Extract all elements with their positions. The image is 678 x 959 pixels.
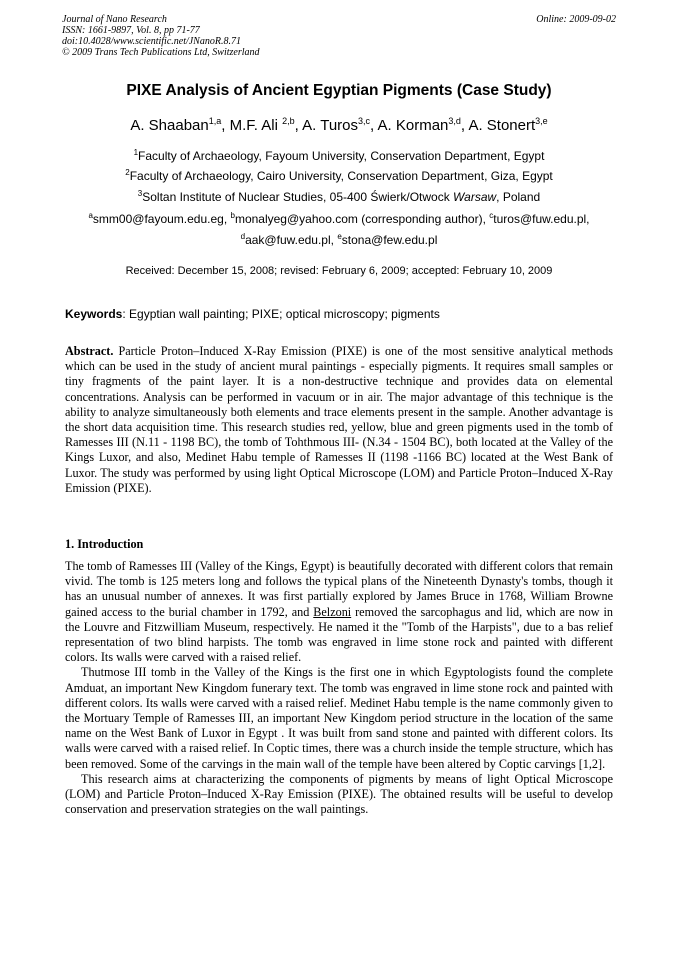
affiliation-text: Faculty of Archaeology, Fayoum University, Conservation Department, Egypt <box>138 149 545 163</box>
author-affiliation-mark: 3,d <box>448 116 461 126</box>
email-mark: e <box>337 232 342 241</box>
email-e: stona@few.edu.pl <box>341 233 438 247</box>
author-affiliation-mark: 3,c <box>358 116 371 126</box>
intro-paragraph-1 <box>65 559 613 665</box>
online-date: Online: 2009-09-02 <box>536 14 616 25</box>
section-heading: 1. Introduction <box>65 537 144 551</box>
author-separator: , <box>294 117 303 134</box>
author-separator: , <box>221 117 230 134</box>
journal-doi: doi:10.4028/www.scientific.net/JNanoR.8.71 <box>62 36 241 47</box>
author-list <box>0 117 678 134</box>
email-mark: d <box>240 232 246 241</box>
paragraph-text: removed the sarcophagus and lid, which are now in the Louvre and Fitzwilliam Museum, respectively. He named it the "Tomb of the Harpists", due to a bas relief representation of two blind harpists. The tomb was engraved in lime stone rock and painted with different colors. Its walls were carved with a raised relief. <box>65 604 613 665</box>
affiliation-mark: 3 <box>137 189 143 198</box>
paper-title: PIXE Analysis of Ancient Egyptian Pigments (Case Study) <box>126 82 552 99</box>
emails-line-2 <box>0 233 678 247</box>
email-d: aak@fuw.edu.pl, <box>245 233 338 247</box>
affiliation-mark: 2 <box>125 168 130 177</box>
affiliation-2 <box>0 169 678 183</box>
abstract-label: Abstract. <box>65 344 114 358</box>
author-name: A. Korman <box>377 117 449 134</box>
paragraph-text: The tomb of Ramesses III (Valley of the Kings, Egypt) is beautifully decorated with different colors that remain vivid. The tomb is 125 meters long and follows the typical plans of the Nineteenth Dynasty's tombs, though it has an unusual number of annexes. It was first partially explored by James Bruce in 1768, William Browne gained access to the burial chamber in 1792, and <box>65 559 613 619</box>
received-dates: Received: December 15, 2008; revised: February 6, 2009; accepted: February 10, 2009 <box>125 265 553 277</box>
abstract-text: Particle Proton–Induced X-Ray Emission (PIXE) is one of the most sensitive analytical methods which can be used in the study of ancient mural paintings - especially pigments. It requires small samples or tiny fragments of the paint layer. It is a non-destructive technique and provides data on elemental concentrations. Analysis can be performed in vacuum or in air. The major advantage of this technique is the ability to analyze simultaneously both elements and trace elements present in the sample. Another advantage is the short data acquisition time. This research studies red, yellow, blue and green pigments used in the tomb of Ramesses III (N.11 - 1198 BC), the tomb of Tohthmous III- (N.34 - 1504 BC), both located at the Valley of the Kings Luxor, and also, Medinet Habu temple of Ramesses II (1198 -1166 BC) located at the West Bank of Luxor. The study was performed by using light Optical Microscope (LOM) and Particle Proton–Induced X-Ray Emission (PIXE). <box>65 344 613 495</box>
intro-paragraph-2: Thutmose III tomb in the Valley of the Kings is the first one in which Egyptologists found the complete Amduat, an important New Kingdom funerary text. The tomb was engraved in lime stone rock and painted with different colors. Its walls were carved with a raised relief. Medinet Habu temple is the name commonly given to the Mortuary Temple of Ramesses III, an important New Kingdom period structure in the location of the same name on the West Bank of Luxor in Egypt . It was built from sand stone and painted with different colors. Its walls were carved with a raised relief. In Coptic times, there was a church inside the temple structure, which has been removed. Some of the carvings in the main wall of the temple have been altered by Coptic carvings [1,2]. <box>65 665 613 771</box>
journal-copyright: © 2009 Trans Tech Publications Ltd, Switzerland <box>62 47 260 58</box>
affiliation-1 <box>0 149 678 163</box>
abstract <box>65 344 613 496</box>
belzoni-link[interactable]: Belzoni <box>313 604 352 619</box>
email-b: monalyeg@yahoo.com (corresponding author), <box>234 212 490 226</box>
author-name: A. Shaaban <box>130 117 209 134</box>
author-name: A. Turos <box>302 117 358 134</box>
author-name: M.F. Ali <box>229 117 283 134</box>
journal-issn: ISSN: 1661-9897, Vol. 8, pp 71-77 <box>62 25 200 36</box>
author-separator: , <box>460 117 469 134</box>
affiliation-text: Soltan Institute of Nuclear Studies, 05-400 Świerk/Otwock <box>142 190 454 204</box>
author-affiliation-mark: 2,b <box>282 116 295 126</box>
intro-paragraph-3: This research aims at characterizing the components of pigments by means of light Optical Microscope (LOM) and Particle Proton–Induced X-Ray Emission (PIXE). The obtained results will be useful to develop conservation and preservation strategies on the wall paintings. <box>65 771 613 817</box>
affiliation-city: Warsaw <box>453 190 497 204</box>
email-c: turos@fuw.edu.pl, <box>493 212 590 226</box>
emails-line-1 <box>0 212 678 226</box>
keywords <box>65 307 440 321</box>
keywords-text: : Egyptian wall painting; PIXE; optical microscopy; pigments <box>122 307 440 321</box>
journal-name: Journal of Nano Research <box>62 14 167 25</box>
journal-header <box>62 14 616 58</box>
author-name: A. Stonert <box>468 117 536 134</box>
intro-body <box>65 559 613 817</box>
author-affiliation-mark: 1,a <box>208 116 222 126</box>
email-mark: c <box>489 211 494 220</box>
email-mark: a <box>88 211 93 220</box>
keywords-label: Keywords <box>65 307 123 321</box>
email-mark: b <box>230 211 235 220</box>
affiliation-mark: 1 <box>133 148 139 157</box>
email-a: smm00@fayoum.edu.eg, <box>92 212 231 226</box>
author-separator: , <box>370 117 378 134</box>
affiliation-country: , Poland <box>496 190 541 204</box>
author-affiliation-mark: 3,e <box>535 116 548 126</box>
affiliation-text: Faculty of Archaeology, Cairo University, Conservation Department, Giza, Egypt <box>129 169 553 183</box>
affiliation-3 <box>0 190 678 204</box>
